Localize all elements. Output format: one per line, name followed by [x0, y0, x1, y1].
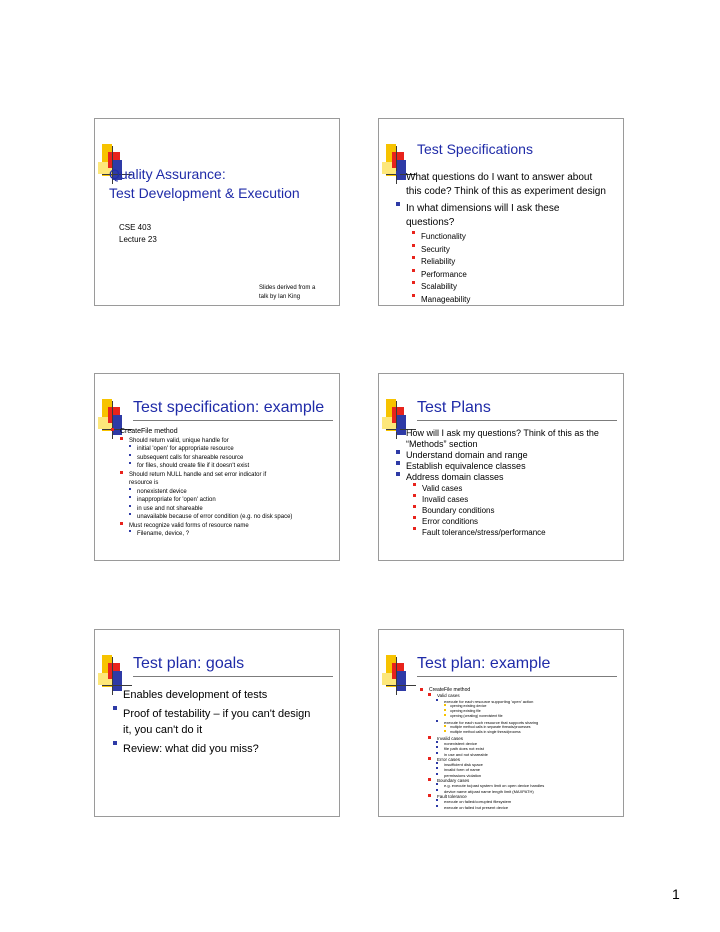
- outline-item: Boundary conditions: [413, 505, 618, 516]
- outline-item: Valid cases: [413, 483, 618, 494]
- outline-item: subsequent calls for shareable resource: [129, 454, 337, 463]
- outline-item: Should return NULL handle and set error indicator if resource is: [120, 471, 289, 488]
- outline-item: opening existing device: [444, 704, 620, 709]
- sub-bullet: Performance: [412, 269, 470, 282]
- outline-item: for files, should create file if it doesn't exist: [129, 462, 337, 471]
- slide-2: [378, 118, 624, 306]
- outline-item: Boundary cases: [428, 778, 620, 783]
- outline-item: file path does not exist: [436, 746, 620, 751]
- outline-item: initial 'open' for appropriate resource: [129, 445, 337, 454]
- outline-item: nonexistent device: [129, 488, 337, 497]
- outline-item: insufficient disk space: [436, 762, 620, 767]
- outline-item: opening (creating) nonexistent file: [444, 714, 620, 719]
- bullet: Proof of testability – if you can't design it, you can't do it: [113, 706, 313, 738]
- slide-1-lecture: Lecture 23: [119, 235, 157, 244]
- outline-item: Error cases: [428, 757, 620, 762]
- bullet: Review: what did you miss?: [113, 741, 313, 757]
- slide-2-subbullets: [412, 231, 470, 306]
- outline-item: execute for each resource supporting 'open' action: [436, 699, 620, 704]
- outline-item: CreateFile method: [111, 428, 337, 437]
- slide-6-outline: [420, 688, 620, 810]
- outline-item: CreateFile method: [420, 688, 620, 693]
- slide-2-title: Test Specifications: [417, 141, 533, 157]
- outline-item: How will I ask my questions? Think of this as the “Methods” section: [396, 428, 618, 450]
- outline-item: e.g. execute to/past system limit on open device handles: [436, 783, 620, 788]
- slide-5-title: Test plan: goals: [133, 655, 245, 672]
- slide-6-title: Test plan: example: [417, 655, 551, 672]
- slide-5-bullets: [113, 687, 313, 757]
- bullet: Enables development of tests: [113, 687, 313, 703]
- title-underline: [133, 676, 333, 677]
- slide-1-credit-line-2: talk by Ian King: [259, 294, 301, 300]
- outline-item: Understand domain and range: [396, 450, 618, 461]
- slide-3: [94, 373, 340, 561]
- slide-2-bullets: [396, 171, 606, 232]
- outline-item: Invalid cases: [428, 736, 620, 741]
- outline-item: device name at/past name length limit (MAXPATH): [436, 789, 620, 794]
- slide-3-title: Test specification: example: [133, 399, 325, 416]
- sub-bullet: Functionality: [412, 231, 470, 244]
- outline-item: Should return valid, unique handle for: [120, 437, 337, 446]
- slide-1-title-line-1: Quality Assurance:: [109, 166, 226, 182]
- slide-1-credit-line-1: Slides derived from a: [259, 285, 316, 291]
- slide-4-outline: [396, 428, 618, 538]
- bullet: In what dimensions will I ask these questions?: [396, 202, 606, 230]
- outline-item: execute for each such resource that supports sharing: [436, 720, 620, 725]
- outline-item: Fault tolerance/stress/performance: [413, 527, 618, 538]
- slide-1: [94, 118, 340, 306]
- sub-bullet: Scalability: [412, 281, 470, 294]
- sub-bullet: Manageability: [412, 294, 470, 307]
- outline-item: Error conditions: [413, 516, 618, 527]
- outline-item: in use and not shareable: [436, 752, 620, 757]
- slide-logo-icon: [382, 655, 416, 699]
- slide-4: [378, 373, 624, 561]
- title-underline: [417, 420, 617, 421]
- sub-bullet: Reliability: [412, 256, 470, 269]
- outline-item: Valid cases: [428, 693, 620, 698]
- outline-item: execute on failed/corrupted filesystem: [436, 799, 620, 804]
- outline-item: multiple method calls in separate threads/processes: [444, 725, 620, 730]
- bullet: What questions do I want to answer about this code? Think of this as experiment design: [396, 171, 606, 199]
- outline-item: Filename, device, ?: [129, 530, 337, 539]
- outline-item: inappropriate for 'open' action: [129, 496, 337, 505]
- slide-1-title-line-2: Test Development & Execution: [109, 185, 300, 201]
- title-underline: [133, 420, 333, 421]
- outline-item: execute on failed but present device: [436, 805, 620, 810]
- outline-item: Fault tolerance: [428, 794, 620, 799]
- outline-item: invalid form of name: [436, 767, 620, 772]
- outline-item: Invalid cases: [413, 494, 618, 505]
- outline-item: Address domain classes: [396, 472, 618, 483]
- outline-item: Establish equivalence classes: [396, 461, 618, 472]
- slide-6: [378, 629, 624, 817]
- outline-item: permissions violation: [436, 773, 620, 778]
- outline-item: opening existing file: [444, 709, 620, 714]
- sub-bullet: Security: [412, 244, 470, 257]
- slide-5: [94, 629, 340, 817]
- slide-1-course: CSE 403: [119, 223, 152, 232]
- outline-item: unavailable because of error condition (e.g. no disk space): [129, 513, 337, 522]
- outline-item: Must recognize valid forms of resource name: [120, 522, 337, 531]
- outline-item: nonexistent device: [436, 741, 620, 746]
- page-number: 1: [672, 886, 680, 902]
- outline-item: in use and not shareable: [129, 505, 337, 514]
- slide-3-outline: [111, 428, 337, 539]
- outline-item: multiple method calls in single thread/process: [444, 730, 620, 735]
- slide-4-title: Test Plans: [417, 399, 491, 416]
- title-underline: [417, 676, 617, 677]
